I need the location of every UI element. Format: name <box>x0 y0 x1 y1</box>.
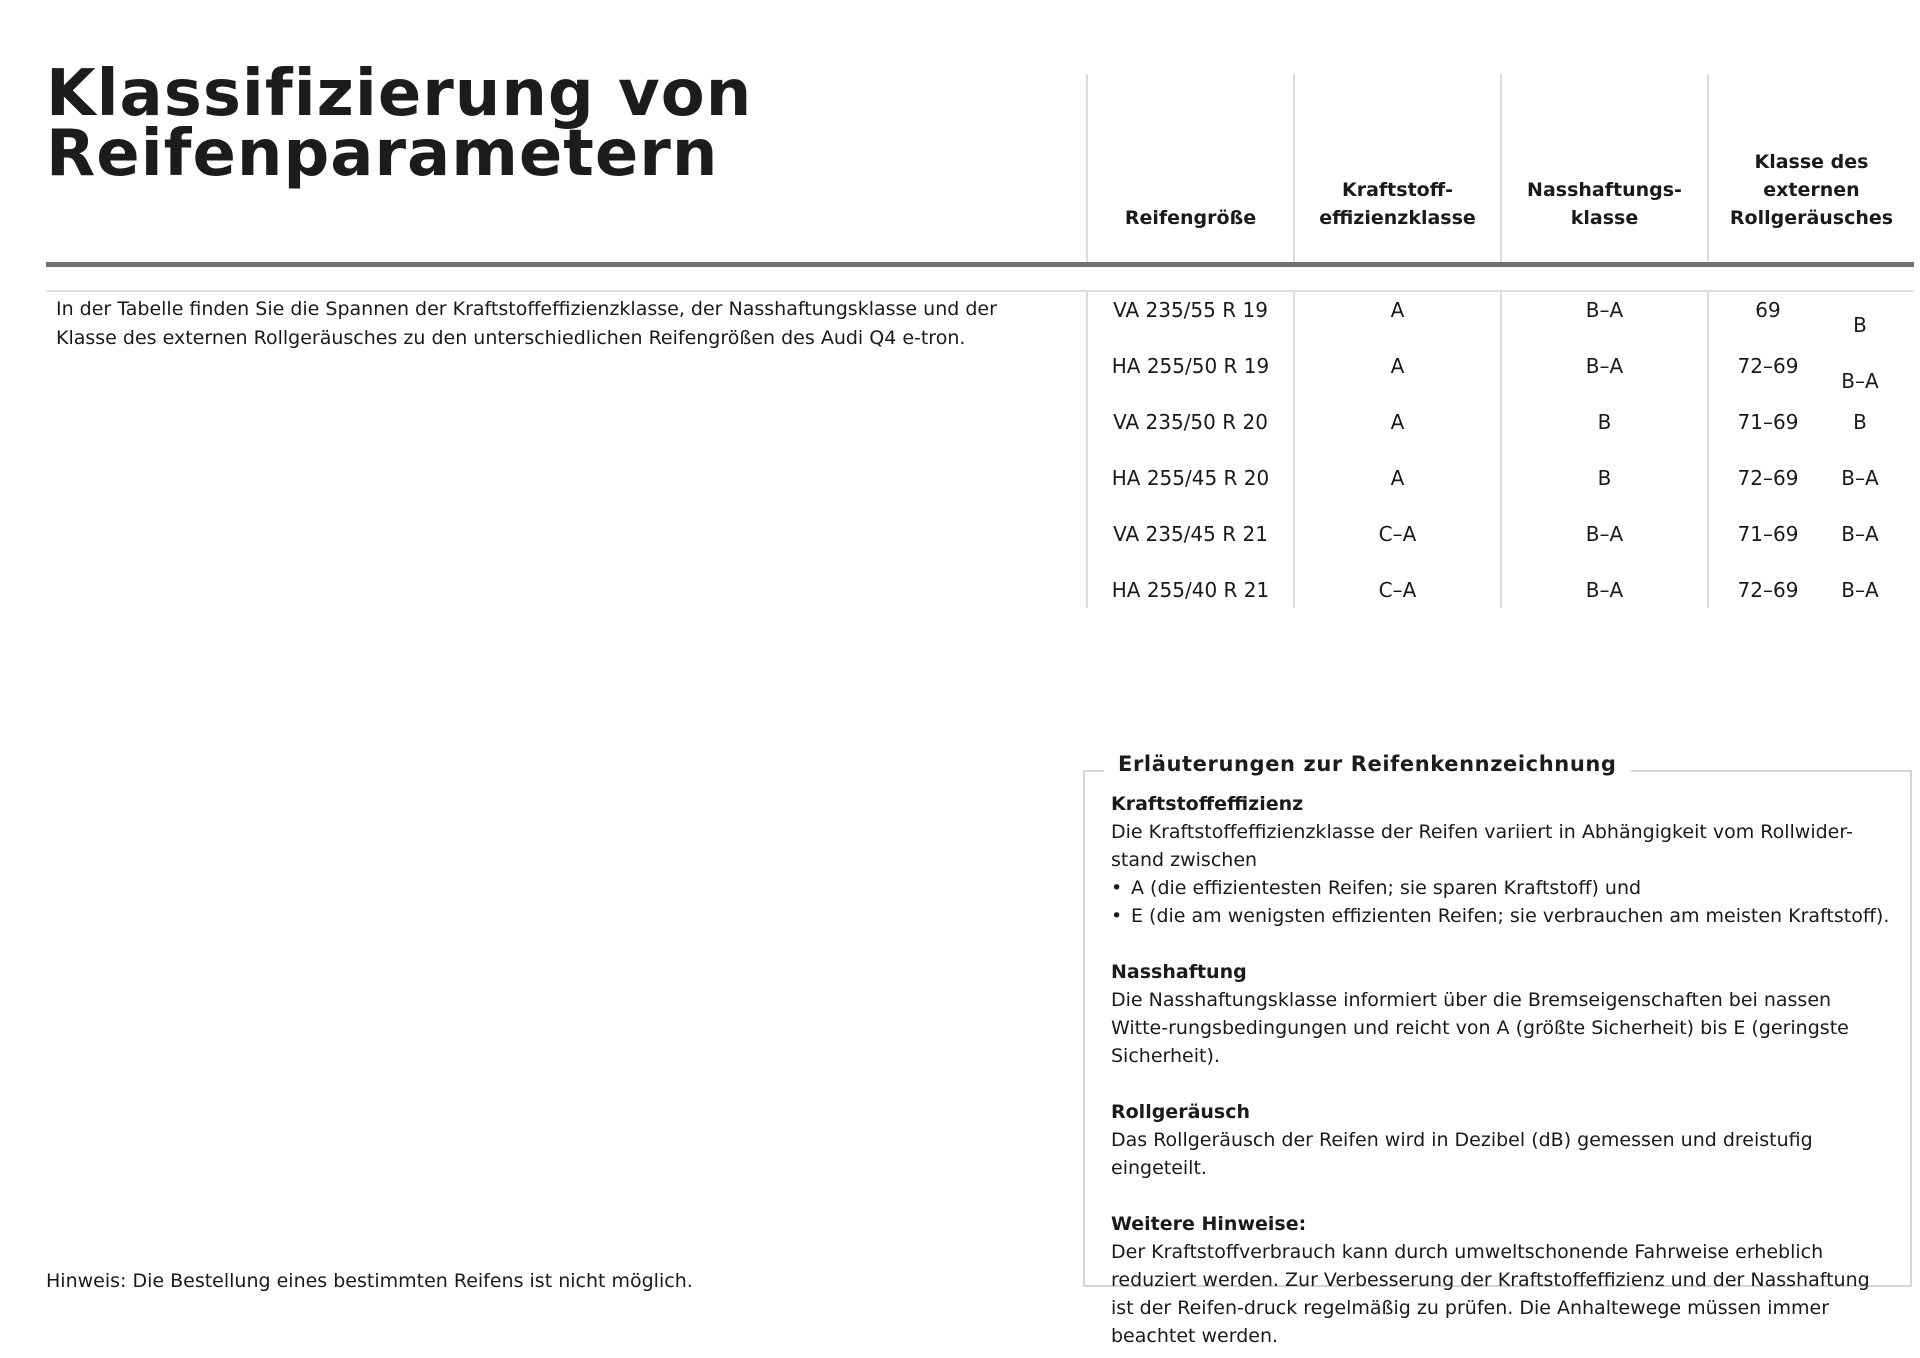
legend-section-wet-grip <box>1111 958 1891 1070</box>
header-tire-size: Reifengröße <box>1124 207 1257 229</box>
table-cell-fuel-class: A <box>1390 410 1405 434</box>
legend-text: Der Kraftstoffverbrauch kann durch umweltschonende Fahrweise erheblich reduziert werden. Zur Verbesserung der Kraftstoffeffizienz und der Nasshaftung ist der Reifen-druck regelmäßig zu prüfen. Die Anhaltewege müssen immer beachtet werden. <box>1111 1241 1870 1347</box>
legend-heading: Kraftstoffeffizienz <box>1111 793 1304 815</box>
legend-heading: Nasshaftung <box>1111 961 1247 983</box>
page-title-line-1: Klassifizierung von <box>46 57 753 131</box>
table-cell-fuel-class: A <box>1390 354 1405 378</box>
page-title-line-2: Reifenparametern <box>46 117 719 191</box>
table-cell-wet-class: B–A <box>1585 578 1624 602</box>
table-cell-tire-size: HA 255/45 R 20 <box>1111 466 1270 490</box>
legend-section-further-notes <box>1111 1210 1891 1350</box>
table-cell-wet-class: B <box>1597 410 1612 434</box>
table-cell-noise-db: 69 <box>1755 298 1781 322</box>
legend-text: Die Kraftstoffeffizienzklasse der Reifen variiert in Abhängigkeit vom Rollwider-stand zwischen <box>1111 821 1853 871</box>
column-divider <box>1086 292 1088 608</box>
table-cell-fuel-class: C–A <box>1378 578 1417 602</box>
table-cell-fuel-class: A <box>1390 298 1405 322</box>
table-cell-noise-class: B <box>1853 410 1867 434</box>
header-wet-grip-class: Nasshaftungs- klasse <box>1527 179 1682 229</box>
header-external-rolling-noise: Klasse des externen Rollgeräusches <box>1729 151 1894 229</box>
table-cell-noise-class: B–A <box>1841 369 1879 393</box>
table-cell-wet-class: B–A <box>1585 522 1624 546</box>
table-cell-noise-class: B <box>1853 313 1867 337</box>
table-cell-tire-size: HA 255/40 R 21 <box>1111 578 1270 602</box>
legend-section-fuel-efficiency <box>1111 790 1891 930</box>
legend-title: Erläuterungen zur Reifenkennzeichnung <box>1104 750 1631 778</box>
table-cell-noise-class: B–A <box>1841 578 1879 602</box>
legend-text: Die Nasshaftungsklasse informiert über die Bremseigenschaften bei nassen Witte-rungsbedingungen und reicht von A (größte Sicherheit) bis E (geringste Sicherheit). <box>1111 989 1849 1067</box>
table-cell-noise-db: 71–69 <box>1737 410 1799 434</box>
table-cell-noise-db: 72–69 <box>1737 354 1799 378</box>
table-cell-wet-class: B <box>1597 466 1612 490</box>
header-rule <box>46 262 1914 267</box>
table-cell-tire-size: VA 235/45 R 21 <box>1113 522 1268 546</box>
table-cell-noise-db: 72–69 <box>1737 466 1799 490</box>
table-cell-fuel-class: C–A <box>1378 522 1417 546</box>
legend-text: Das Rollgeräusch der Reifen wird in Dezibel (dB) gemessen und dreistufig eingeteilt. <box>1111 1129 1813 1179</box>
table-cell-noise-class: B–A <box>1841 522 1879 546</box>
list-item: • A (die effizientesten Reifen; sie sparen Kraftstoff) und <box>1111 874 1891 902</box>
column-divider <box>1707 292 1709 608</box>
table-cell-tire-size: VA 235/50 R 20 <box>1113 410 1268 434</box>
page-title <box>46 57 753 191</box>
table-cell-wet-class: B–A <box>1585 298 1624 322</box>
list-item: • E (die am wenigsten effizienten Reifen; sie verbrauchen am meisten Kraftstoff). <box>1111 902 1891 930</box>
table-cell-tire-size: VA 235/55 R 19 <box>1113 298 1268 322</box>
footer-note: Hinweis: Die Bestellung eines bestimmten Reifens ist nicht möglich. <box>46 1270 693 1292</box>
legend-heading: Weitere Hinweise: <box>1111 1213 1307 1235</box>
legend-heading: Rollgeräusch <box>1111 1101 1251 1123</box>
column-divider <box>1500 292 1502 608</box>
table-cell-wet-class: B–A <box>1585 354 1624 378</box>
legend-bullet-list <box>1111 874 1891 930</box>
table-cell-noise-db: 72–69 <box>1737 578 1799 602</box>
table-cell-fuel-class: A <box>1390 466 1405 490</box>
column-divider <box>1293 292 1295 608</box>
body-rule <box>46 290 1914 292</box>
legend-section-rolling-noise <box>1111 1098 1891 1182</box>
table-cell-noise-class: B–A <box>1841 466 1879 490</box>
table-cell-tire-size: HA 255/50 R 19 <box>1111 354 1270 378</box>
header-fuel-efficiency-class: Kraftstoff- effizienzklasse <box>1319 179 1476 229</box>
intro-text: In der Tabelle finden Sie die Spannen der Kraftstoffeffizienzklasse, der Nasshaftungsklasse und der Klasse des externen Rollgeräusches zu den unterschiedlichen Reifengrößen des Audi Q4 e-tron. <box>56 298 997 349</box>
legend-body <box>1111 790 1891 1350</box>
table-cell-noise-db: 71–69 <box>1737 522 1799 546</box>
